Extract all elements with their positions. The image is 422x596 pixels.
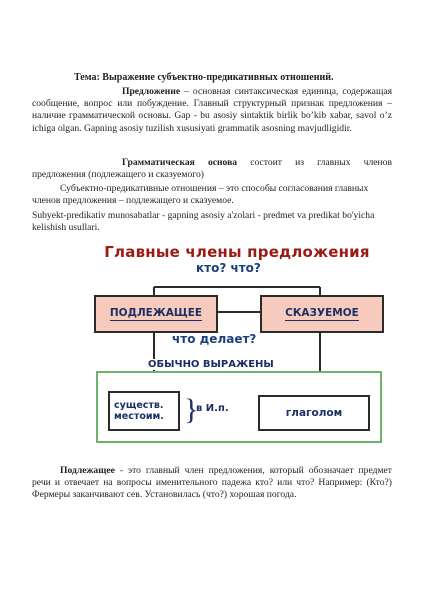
subject-question: кто? что? bbox=[196, 261, 261, 275]
verb-box bbox=[258, 395, 370, 431]
sentence-members-diagram bbox=[86, 243, 388, 443]
brace-icon: } bbox=[184, 393, 199, 426]
paragraph-relations-ru-text: Субъектно-предикативные отношения – это способы согласования главных членов предложения – подлежащего и сказуемое. bbox=[32, 183, 369, 207]
nominative-case-label: в И.п. bbox=[196, 403, 229, 414]
paragraph-relations-uz: Subyekt-predikativ munosabatlar - gapning asosiy a'zolari - predmet va predikat bo'yicha kelishish usullari. bbox=[32, 210, 375, 234]
predicate-question: что делает? bbox=[172, 332, 257, 346]
term-subject: Подлежащее bbox=[60, 465, 115, 476]
noun-label: существ. bbox=[114, 400, 164, 411]
term-sentence: Предложение bbox=[122, 86, 181, 97]
paragraph-relations-ru bbox=[32, 183, 392, 207]
paragraph-grammatical-basis-text: состоит из главных членов предложения (подлежащего и сказуемого) bbox=[32, 157, 392, 181]
paragraph-grammatical-basis bbox=[32, 157, 392, 181]
topic-title: Тема: Выражение субъектно-предикативных отношений. bbox=[74, 72, 334, 83]
predicate-label: СКАЗУЕМОЕ bbox=[285, 307, 359, 319]
noun-pronoun-box bbox=[108, 391, 180, 431]
verb-label: глаголом bbox=[285, 407, 343, 419]
paragraph-subject-text: - это главный член предложения, который обозначает предмет речи и отвечает на вопросы именительного падежа кто? или что? Например: (Кто?) Фермеры заканчивают сев. Установилась (что?) хорошая погода. bbox=[32, 465, 392, 501]
diagram-title: Главные члены предложения bbox=[104, 243, 370, 261]
subject-box bbox=[94, 295, 218, 333]
predicate-box bbox=[260, 295, 384, 333]
paragraph-sentence-definition bbox=[32, 86, 392, 135]
pronoun-label: местоим. bbox=[114, 411, 164, 422]
paragraph-sentence-text: – основная синтаксическая единица, содержащая сообщение, вопрос или побуждение. Главный структурный признак предложения – наличие грамматической основы. Gap - bu asosiy sintaktik birlik bo’kib xabar, savol o’z ichiga olgan. Gapning asosiy tuzilish xususiyati grammatik asosning mavjudligidir. bbox=[32, 86, 392, 134]
subject-label: ПОДЛЕЖАЩЕЕ bbox=[109, 307, 203, 319]
term-grammatical-basis: Грамматическая основа bbox=[122, 157, 238, 168]
usually-expressed-label: ОБЫЧНО ВЫРАЖЕНЫ bbox=[144, 359, 278, 370]
paragraph-subject-definition bbox=[32, 465, 392, 502]
